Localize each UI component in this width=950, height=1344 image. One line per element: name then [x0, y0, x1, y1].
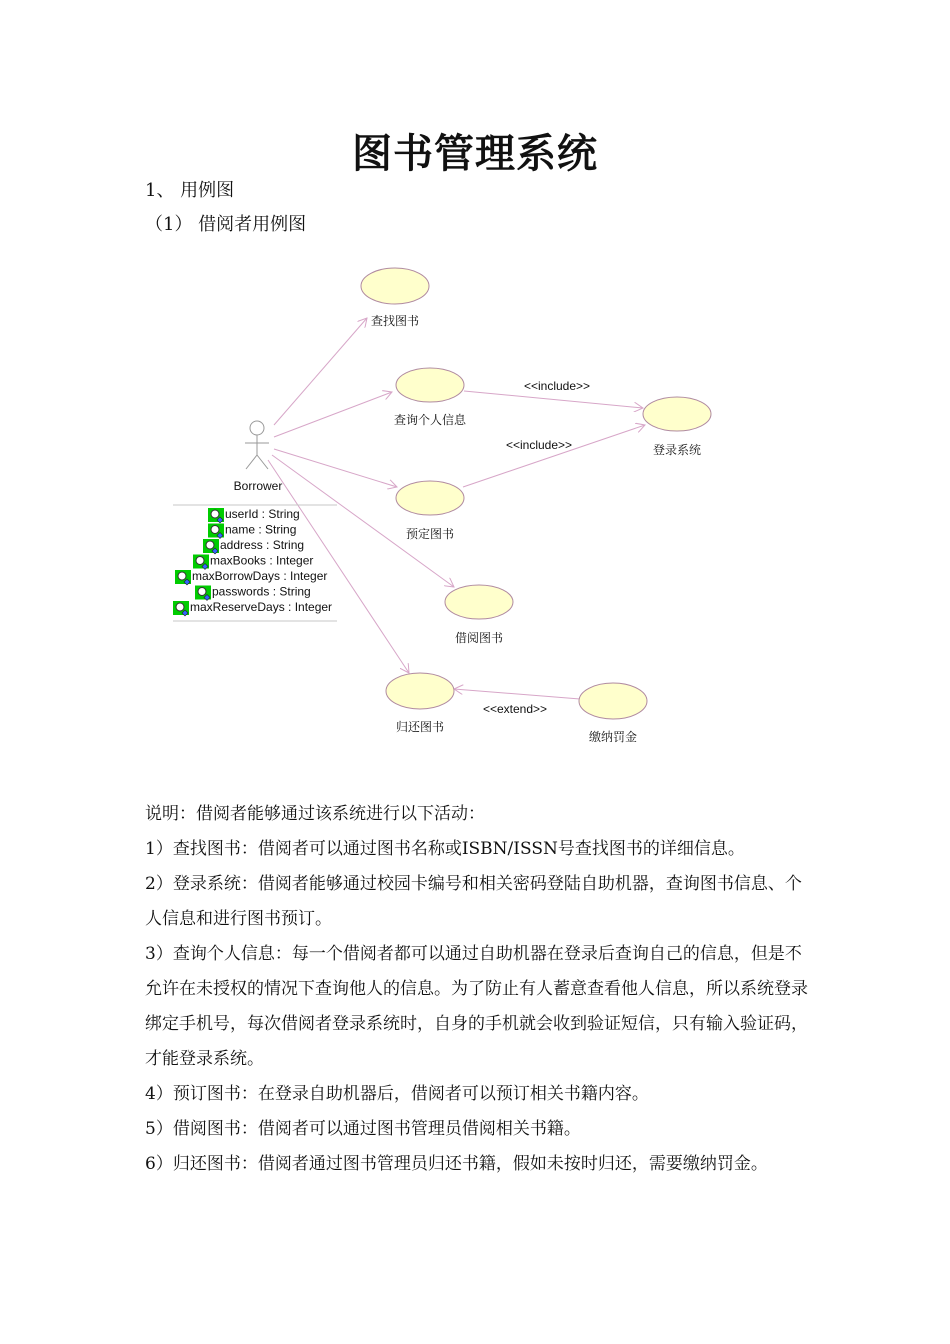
usecase-borrow-label: 借阅图书 — [454, 631, 504, 645]
description-item: 2）登录系统：借阅者能够通过校园卡编号和相关密码登陆自助机器，查询图书信息、个人信息和进行图书预订。 — [145, 874, 802, 929]
attribute-icon — [208, 524, 224, 539]
usecase-reserve-label: 预定图书 — [405, 527, 455, 541]
attribute-icon — [203, 539, 219, 554]
include-reserve-login — [463, 425, 645, 487]
include-label-2: <<include>> — [505, 438, 573, 452]
description-intro: 说明：借阅者能够通过该系统进行以下活动： — [145, 804, 485, 824]
attribute-text: userId : String — [225, 507, 300, 521]
usecase-return-label: 归还图书 — [395, 720, 445, 734]
attribute-text: address : String — [220, 538, 305, 552]
attribute-text: passwords : String — [212, 584, 311, 599]
description-item: 1）查找图书：借阅者可以通过图书名称或ISBN/ISSN号查找图书的详细信息。 — [145, 839, 745, 859]
attribute-icon — [175, 570, 191, 585]
attribute-list — [173, 507, 332, 616]
attribute-text: maxBorrowDays : Integer — [192, 569, 328, 583]
usecase-login — [643, 397, 711, 431]
extend-label: <<extend>> — [482, 702, 548, 716]
description-block — [145, 797, 815, 1182]
subsection-heading: （1） 借阅者用例图 — [145, 214, 307, 235]
usecase-fine-label: 缴纳罚金 — [588, 730, 638, 744]
actor-icon — [245, 421, 269, 469]
include-query-login — [464, 391, 643, 408]
description-item: 4）预订图书：在登录自助机器后，借阅者可以预订相关书籍内容。 — [145, 1084, 649, 1104]
usecase-login-label: 登录系统 — [652, 443, 702, 457]
actor-label: Borrower — [233, 479, 283, 493]
assoc-reserve — [274, 449, 397, 487]
attribute-icon — [173, 601, 189, 616]
attribute-text: maxBooks : Integer — [210, 553, 314, 568]
section-heading: 1、 用例图 — [145, 180, 235, 201]
attribute-icon — [195, 586, 211, 601]
include-label-1: <<include>> — [523, 379, 591, 393]
attribute-icon — [193, 555, 209, 570]
page-title: 图书管理系统 — [352, 131, 598, 177]
usecase-find-label: 查找图书 — [370, 314, 420, 328]
extend-fine-return — [454, 689, 580, 699]
usecase-query — [396, 368, 464, 402]
usecase-find — [361, 268, 429, 304]
usecase-fine — [579, 683, 647, 719]
attribute-icon — [208, 508, 224, 523]
description-item: 3）查询个人信息：每一个借阅者都可以通过自助机器在登录后查询自己的信息，但是不允许在未授权的情况下查询他人的信息。为了防止有人蓄意查看他人信息，所以系统登录绑定手机号，每次借阅者登录系统时，自身的手机就会收到验证短信，只有输入验证码，才能登录系统。 — [145, 944, 808, 1069]
usecase-query-label: 查询个人信息 — [393, 413, 467, 427]
assoc-query — [274, 392, 392, 437]
attribute-text: maxReserveDays : Integer — [190, 600, 333, 614]
description-item: 5）借阅图书：借阅者可以通过图书管理员借阅相关书籍。 — [145, 1119, 581, 1139]
usecase-borrow — [445, 585, 513, 619]
assoc-find — [274, 318, 367, 425]
usecase-return — [386, 673, 454, 709]
description-item: 6）归还图书：借阅者通过图书管理员归还书籍，假如未按时归还，需要缴纳罚金。 — [145, 1154, 768, 1174]
attribute-text: name : String — [225, 522, 297, 537]
usecase-reserve — [396, 481, 464, 515]
